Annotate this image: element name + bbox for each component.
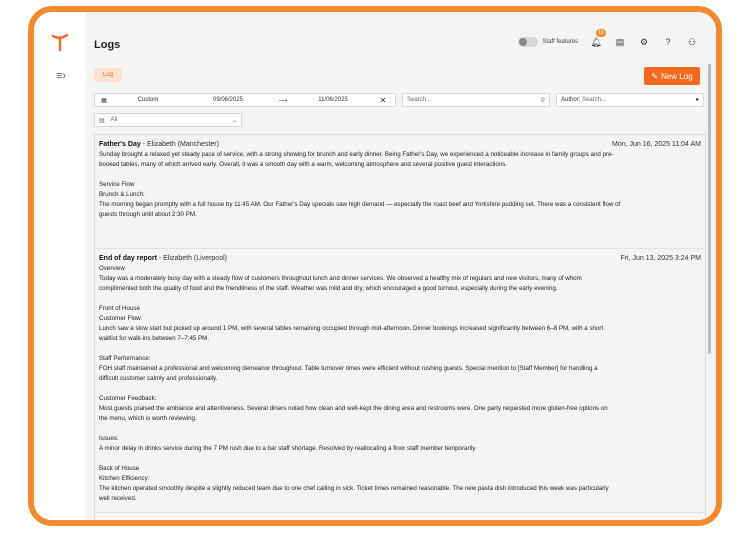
date-to[interactable]: 11/06/2025 <box>318 97 348 103</box>
entry-line <box>99 344 701 354</box>
staff-features-toggle[interactable] <box>518 37 538 47</box>
entry-title: End of day report <box>99 255 157 262</box>
category-select[interactable] <box>94 113 242 127</box>
notification-badge: 10 <box>598 30 604 36</box>
new-log-label: New Log <box>661 71 693 81</box>
author-placeholder: Search... <box>582 97 607 103</box>
entry-line: A minor delay in drinks service during the 7 PM rush due to a bar staff shortage. Resolved by reallocating a floor staff member temporarily. <box>99 445 477 452</box>
entry-line: booked tables, many of which arrived early. Overall, it was a smooth day with a warm, welcoming atmosphere and several positive guest interactions. <box>99 161 508 168</box>
entry-date: Mon, Jun 16, 2025 11:04 AM <box>612 141 701 148</box>
entry-line: guests through until about 2:30 PM. <box>99 211 197 218</box>
entry-line: Today was a moderately busy day with a steady flow of customers throughout lunch and dinner services. We observed a healthy mix of regulars and new visitors, many of whom <box>99 275 582 282</box>
search-placeholder: Search... <box>407 97 432 103</box>
main-content <box>86 12 716 520</box>
expand-sidebar-icon[interactable]: ≡› <box>56 70 67 82</box>
entry-author: - Elizabeth (Manchester) <box>140 141 219 148</box>
entry-line <box>99 294 701 304</box>
sidebar <box>34 12 86 520</box>
clear-date-icon[interactable]: ✕ <box>379 95 387 105</box>
entry-line: Back of House <box>99 465 140 472</box>
entry-line: The morning began promptly with a full house by 11:45 AM. Our Father's Day specials saw high demand — especially the roast beef and Yorkshire pudding set. There was a consistent flow of <box>99 201 621 208</box>
entry-line: Kitchen Efficiency: <box>99 475 150 482</box>
author-label: Author: <box>561 97 581 103</box>
entry-line: Issues: <box>99 435 119 442</box>
bell-icon[interactable]: 🔔︎ 10 <box>590 30 604 47</box>
category-icon: ▤ <box>99 117 105 124</box>
help-icon[interactable]: ? <box>665 37 671 47</box>
person-icon: ● <box>695 97 699 103</box>
log-list <box>94 134 706 520</box>
entry-line: Most guests praised the ambiance and attentiveness. Several diners noted how clean and well-kept the dining area and restrooms were. One party requested more gluten-free options on <box>99 405 608 412</box>
date-range-picker[interactable] <box>94 93 396 107</box>
entry-line: Customer Flow: <box>99 315 143 322</box>
entry-line: Service Flow <box>99 181 135 188</box>
app-frame <box>28 6 722 526</box>
search-input[interactable] <box>402 93 550 107</box>
search-icon: ⚲ <box>540 97 545 104</box>
entry-date: Fri, Jun 13, 2025 3:24 PM <box>620 255 701 262</box>
staff-features-label: Staff features <box>542 39 578 45</box>
entry-line: Overview <box>99 265 125 272</box>
page-title: Logs <box>94 39 121 51</box>
entry-line: complimented both the quality of food and the friendliness of the staff. Weather was mild and dry, which encouraged a good turnout, especially during the early evening. <box>99 285 558 292</box>
arrow-right-icon: ⟶ <box>278 97 288 104</box>
entry-line: Sunday brought a relaxed yet steady pace of service, with a strong showing for brunch and early dinner. Being Father's Day, we experienced a noticeable increase in family groups and pre- <box>99 151 614 158</box>
entry-line <box>99 424 701 434</box>
chevron-down-icon: ⌄ <box>231 117 237 124</box>
entry-author: - Elizabeth (Liverpool) <box>156 255 227 262</box>
entry-line: Lunch saw a slow start but picked up around 1 PM, with several tables remaining occupied through mid-afternoon. Dinner bookings increased significantly between 6–8 PM, with a short <box>99 325 604 332</box>
entry-line: well received. <box>99 495 137 502</box>
app-logo-icon[interactable] <box>51 32 69 52</box>
date-from[interactable]: 09/06/2025 <box>212 97 244 103</box>
category-value: All <box>110 117 118 123</box>
entry-line: Front of House <box>99 305 140 312</box>
tab-log[interactable]: Log <box>94 68 122 82</box>
new-log-button[interactable] <box>644 67 700 85</box>
log-entry[interactable] <box>95 249 705 513</box>
entry-line <box>99 170 701 180</box>
entry-line <box>99 454 701 464</box>
entry-line: Staff Performance: <box>99 355 151 362</box>
user-icon[interactable]: ⚇ <box>687 36 697 47</box>
date-mode[interactable]: Custom <box>137 97 159 103</box>
author-search[interactable] <box>556 93 704 107</box>
top-toolbar <box>518 30 698 48</box>
entry-line: FOH staff maintained a professional and welcoming demeanor throughout. Table turnover times were efficient without rushing guests. Special mention to [Staff Member] for handling a <box>99 365 598 372</box>
entry-line: waitlist for walk-ins between 7–7:45 PM. <box>99 335 210 342</box>
entry-line: Customer Feedback: <box>99 395 157 402</box>
entry-line: the menu, which is worth reviewing. <box>99 415 197 422</box>
entry-line: Brunch & Lunch: <box>99 191 145 198</box>
log-entry[interactable] <box>95 135 705 249</box>
gear-icon[interactable]: ⚙ <box>639 36 649 47</box>
entry-line <box>99 230 701 240</box>
entry-line: The kitchen operated smoothly despite a slightly reduced team due to one chef calling in sick. Ticket times remained reasonable. The new pasta dish introduced this week was particularly <box>99 485 609 492</box>
entry-line <box>99 384 701 394</box>
scrollbar[interactable] <box>708 64 711 354</box>
entry-line: difficult customer calmly and professionally. <box>99 375 218 382</box>
entry-title: Father's Day <box>99 141 141 148</box>
document-icon[interactable]: ▤ <box>615 36 625 47</box>
edit-icon: ✎ <box>651 71 659 81</box>
calendar-icon: ▦ <box>101 97 107 104</box>
entry-line <box>99 220 701 230</box>
